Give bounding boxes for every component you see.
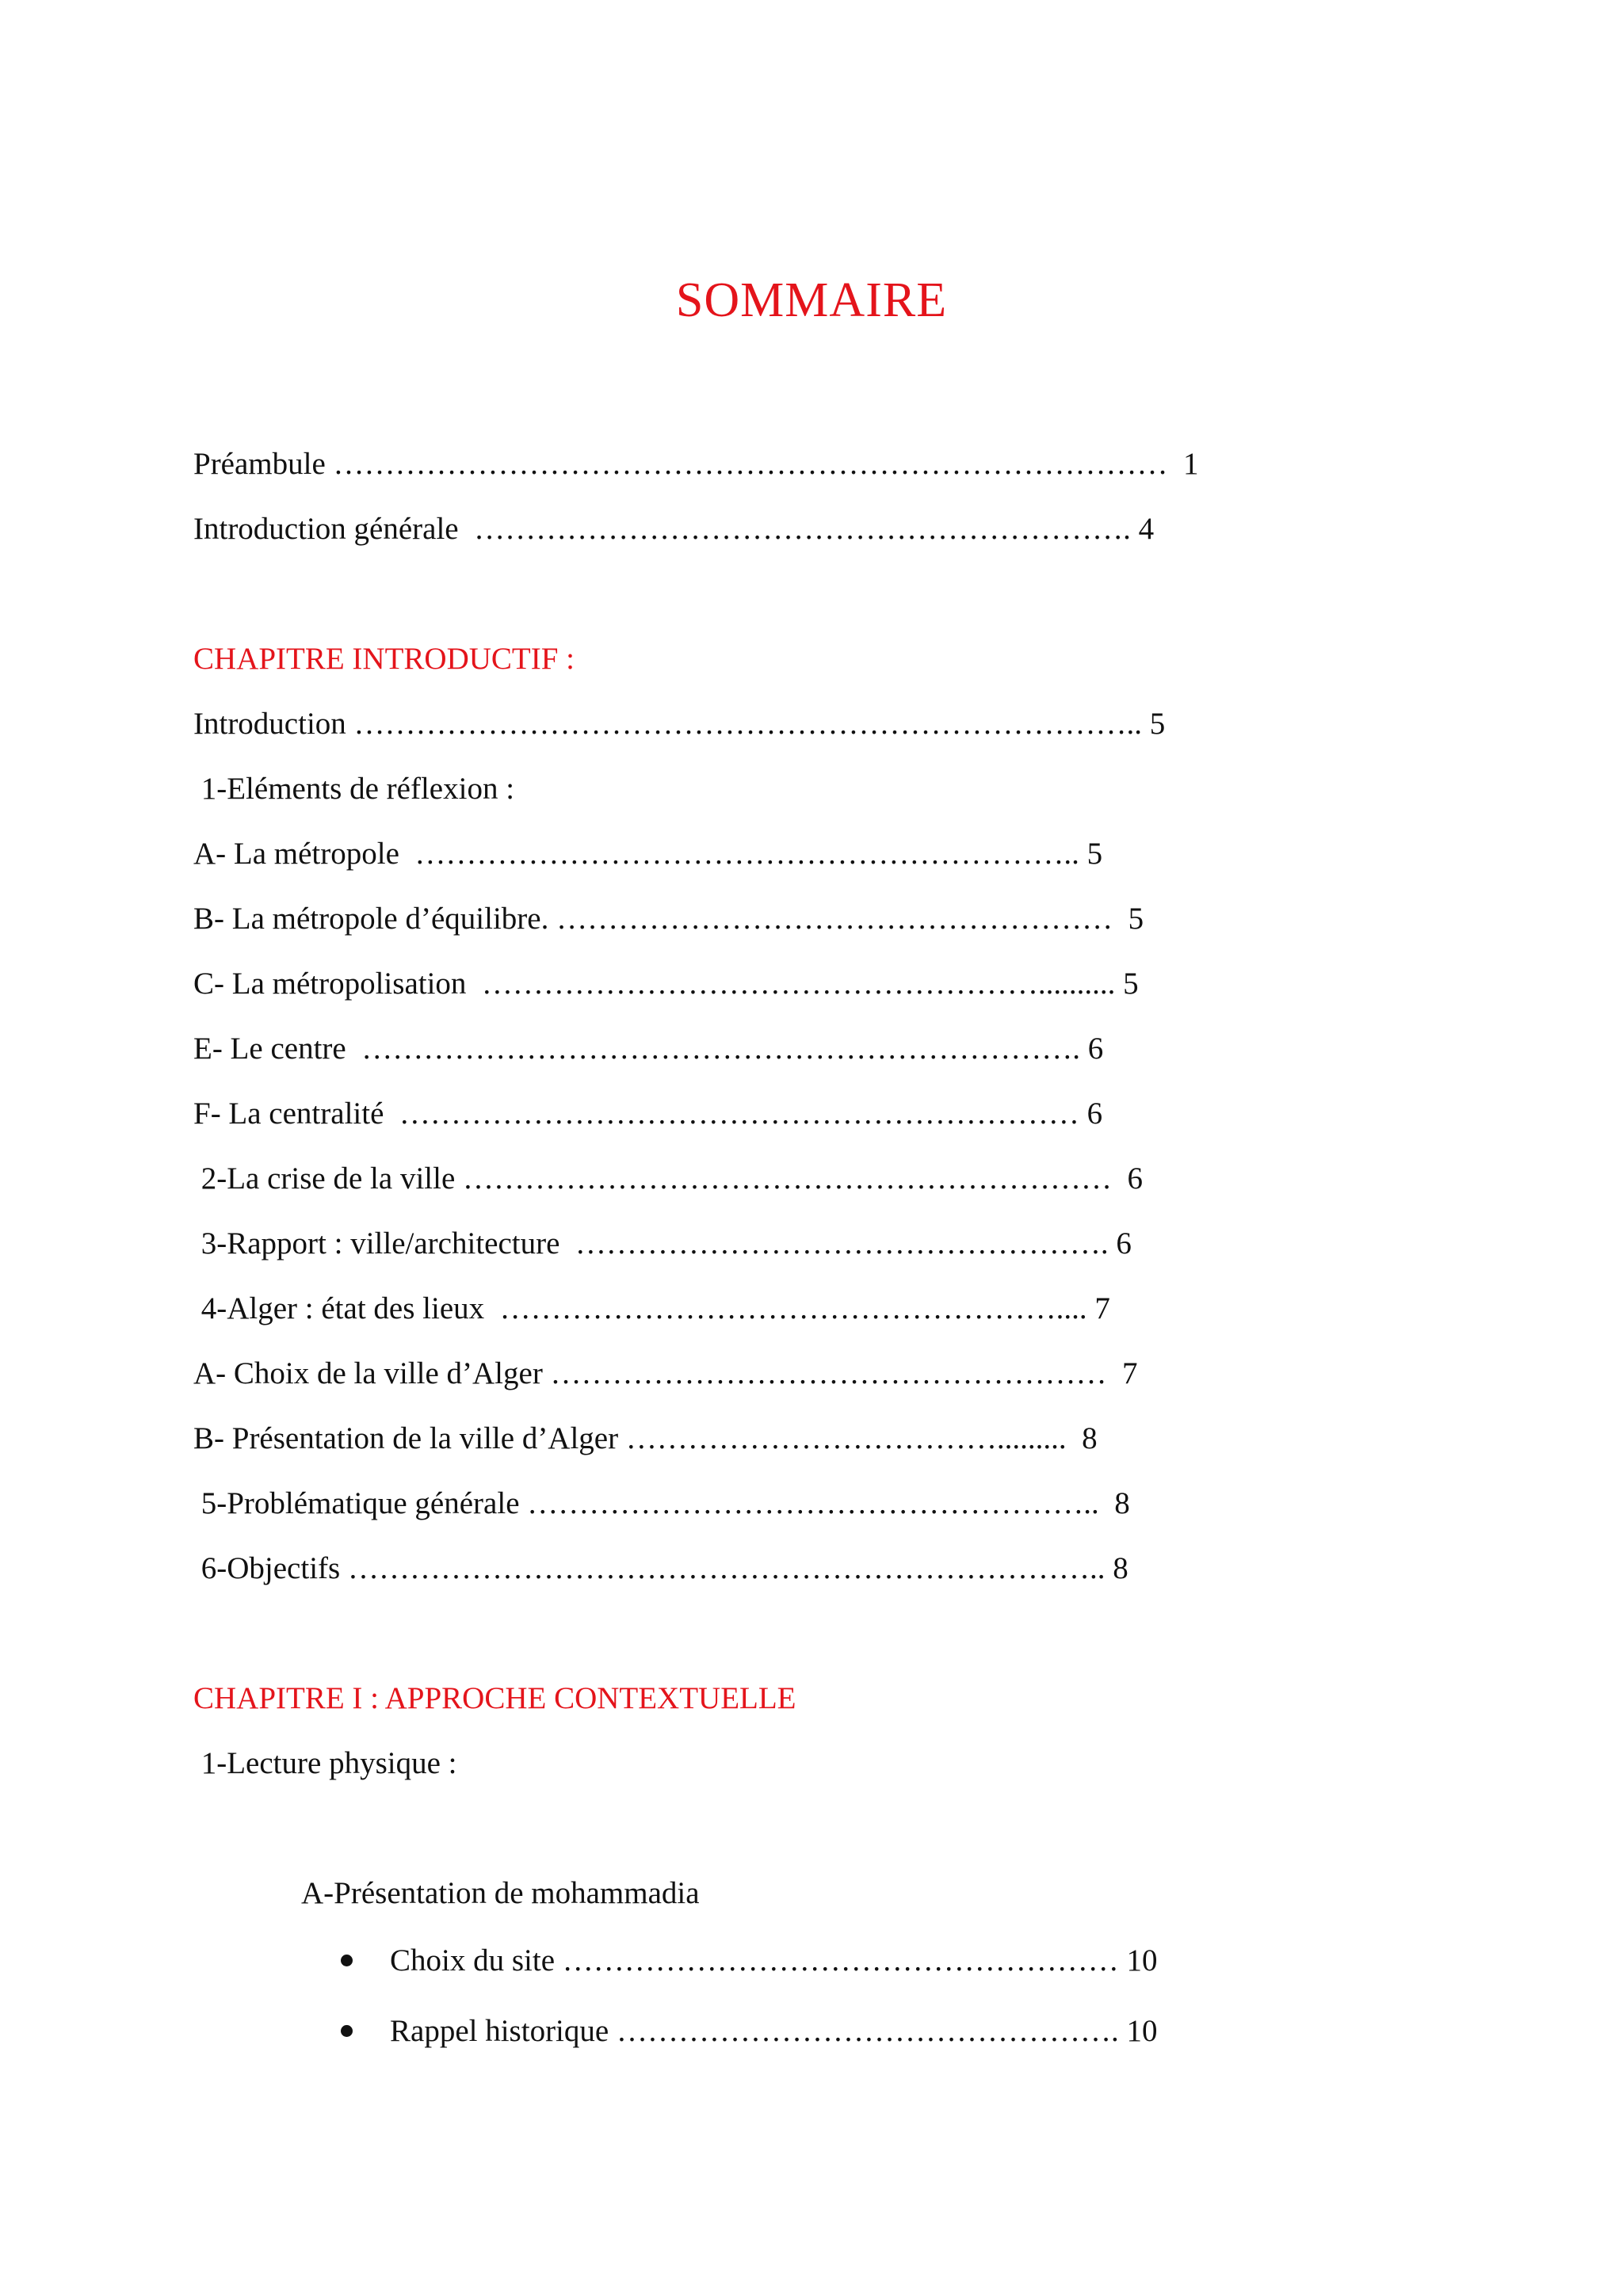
toc-entry-alger-etat-lieux: 4-Alger : état des lieux ……………………………………………….... 7: [193, 1291, 1110, 1325]
toc-entry-presentation-mohammadia: A-Présentation de mohammadia: [301, 1876, 700, 1910]
chapter-heading-approche-contextuelle: CHAPITRE I : APPROCHE CONTEXTUELLE: [193, 1681, 796, 1715]
toc-entry-elements-reflexion: 1-Eléments de réflexion :: [193, 772, 515, 806]
page-title: SOMMAIRE: [675, 273, 948, 327]
bullet-icon: [341, 1955, 353, 1966]
toc-entry-rapport-ville-architecture: 3-Rapport : ville/architecture ……………………………………………. 6: [193, 1226, 1132, 1261]
toc-entry-metropole: A- La métropole ……………………………………………………….. 5: [193, 837, 1103, 871]
toc-entry-lecture-physique: 1-Lecture physique :: [193, 1746, 457, 1780]
toc-entry-rappel-historique: Rappel historique …………………………………………. 10: [390, 2014, 1158, 2048]
chapter-heading-introductif: CHAPITRE INTRODUCTIF :: [193, 642, 575, 676]
toc-entry-metropolisation: C- La métropolisation ……………………………………………….......... 5: [193, 967, 1139, 1001]
toc-entry-preambule: Préambule ……………………………………………………………………… 1: [193, 447, 1199, 481]
toc-entry-presentation-ville-alger: B- Présentation de la ville d’Alger ………………………………......... 8: [193, 1421, 1098, 1455]
toc-entry-centralite: F- La centralité ………………………………………………………… 6: [193, 1097, 1103, 1131]
toc-entry-objectifs: 6-Objectifs ……………………………………………………………….. 8: [193, 1551, 1128, 1585]
toc-entry-introduction-generale: Introduction générale ………………………………………………………. 4: [193, 512, 1155, 546]
toc-entry-problematique-generale: 5-Problématique générale ……………………………………………….. 8: [193, 1486, 1130, 1520]
toc-entry-centre: E- Le centre ……………………………………………………………. 6: [193, 1032, 1104, 1066]
toc-entry-introduction: Introduction ………………………………………………………………….. 5: [193, 707, 1166, 741]
toc-entry-choix-ville-alger: A- Choix de la ville d’Alger ……………………………………………… 7: [193, 1356, 1138, 1390]
toc-entry-metropole-equilibre: B- La métropole d’équilibre. ……………………………………………… 5: [193, 902, 1144, 936]
toc-entry-choix-du-site: Choix du site ……………………………………………… 10: [390, 1943, 1158, 1978]
toc-entry-crise-ville: 2-La crise de la ville ……………………………………………………… 6: [193, 1161, 1144, 1196]
bullet-icon: [341, 2025, 353, 2037]
